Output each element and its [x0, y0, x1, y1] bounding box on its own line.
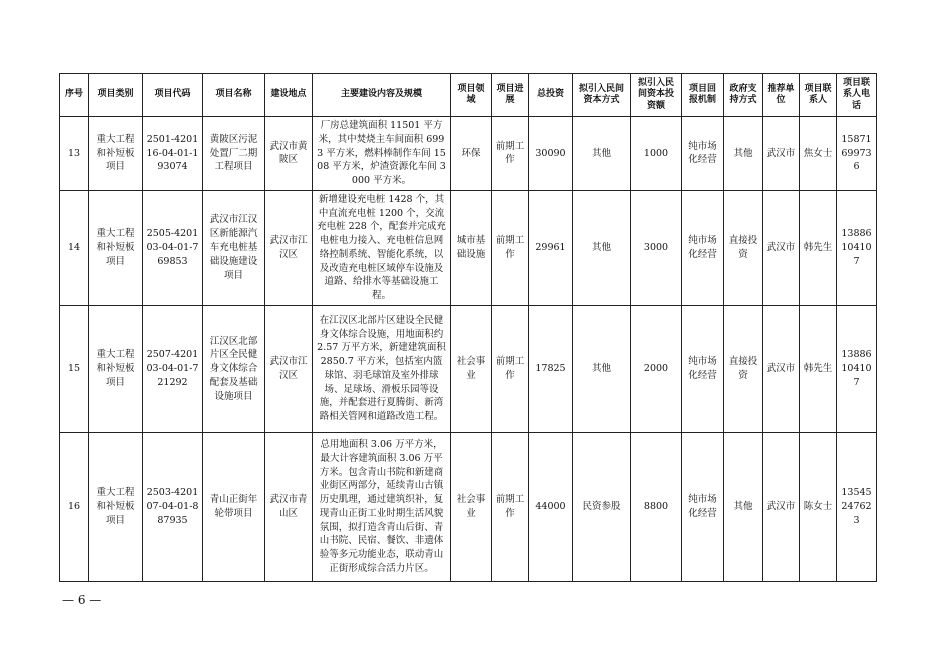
- cell-capital-method: 民资参股: [573, 432, 631, 581]
- cell-phone: 15871699736: [837, 117, 877, 191]
- header-cell: 总投资: [529, 74, 573, 117]
- header-cell: 项目联系人: [800, 74, 837, 117]
- cell-category: 重大工程和补短板项目: [89, 190, 143, 305]
- cell-return: 纯市场化经营: [682, 190, 724, 305]
- cell-progress: 前期工作: [492, 305, 529, 432]
- cell-contact: 韩先生: [800, 305, 837, 432]
- cell-category: 重大工程和补短板项目: [89, 432, 143, 581]
- cell-location: 武汉市江汉区: [265, 190, 313, 305]
- cell-field: 环保: [451, 117, 492, 191]
- cell-category: 重大工程和补短板项目: [89, 117, 143, 191]
- cell-no: 15: [60, 305, 89, 432]
- cell-support: 直接投资: [724, 190, 763, 305]
- cell-no: 16: [60, 432, 89, 581]
- cell-no: 13: [60, 117, 89, 191]
- table-row: [60, 190, 877, 305]
- header-cell: 项目回报机制: [682, 74, 724, 117]
- header-cell: 拟引入民间资本投资额: [631, 74, 682, 117]
- cell-capital-amount: 3000: [631, 190, 682, 305]
- header-cell: 项目领域: [451, 74, 492, 117]
- cell-contact: 陈女士: [800, 432, 837, 581]
- page-number: — 6 —: [62, 593, 102, 607]
- table-row: [60, 432, 877, 581]
- header-cell: 政府支持方式: [724, 74, 763, 117]
- header-cell: 建设地点: [265, 74, 313, 117]
- cell-name: 江汉区北部片区全民健身文体综合配套及基础设施项目: [203, 305, 265, 432]
- cell-location: 武汉市江汉区: [265, 305, 313, 432]
- cell-content: 在江汉区北部片区建设全民健身文体综合设施，用地面积约 2.57 万平方米，新建建筑面积 2850.7 平方米，包括室内篮球馆、羽毛球馆及室外排球场、足球场、滑板乐园等设施，并配套进行夏腾街、新湾路相关管网和道路改造工程。: [313, 305, 451, 432]
- cell-recommender: 武汉市: [763, 117, 800, 191]
- cell-return: 纯市场化经营: [682, 117, 724, 191]
- header-cell: 项目类别: [89, 74, 143, 117]
- cell-content: 总用地面积 3.06 万平方米，最大计容建筑面积 3.06 万平方米。包含青山书院和新建商业街区两部分，延续青山古镇历史肌理，通过建筑织补，复现青山正街工业时期生活风貌氛围，拟打造含青山后街、青山书院、民宿、餐饮、非遗体验等多元功能业态，联动青山正街形成综合活力片区。: [313, 432, 451, 581]
- cell-progress: 前期工作: [492, 190, 529, 305]
- cell-name: 武汉市江汉区新能源汽车充电桩基础设施建设项目: [203, 190, 265, 305]
- header-cell: 主要建设内容及规模: [313, 74, 451, 117]
- table-row: [60, 305, 877, 432]
- cell-investment: 17825: [529, 305, 573, 432]
- cell-support: 直接投资: [724, 305, 763, 432]
- table-row: [60, 117, 877, 191]
- cell-location: 武汉市黄陂区: [265, 117, 313, 191]
- cell-content: 厂房总建筑面积 11501 平方米，其中焚烧主车间面积 6993 平方米，燃料棒制作车间 1508 平方米，炉渣资源化车间 3000 平方米。: [313, 117, 451, 191]
- cell-code: 2505-420103-04-01-769853: [143, 190, 203, 305]
- cell-recommender: 武汉市: [763, 432, 800, 581]
- cell-field: 社会事业: [451, 305, 492, 432]
- cell-contact: 焦女士: [800, 117, 837, 191]
- cell-return: 纯市场化经营: [682, 305, 724, 432]
- cell-code: 2503-420107-04-01-887935: [143, 432, 203, 581]
- cell-name: 黄陂区污泥处置厂二期工程项目: [203, 117, 265, 191]
- cell-field: 社会事业: [451, 432, 492, 581]
- cell-phone: 13886104107: [837, 190, 877, 305]
- header-cell: 项目联系人电话: [837, 74, 877, 117]
- cell-capital-amount: 2000: [631, 305, 682, 432]
- cell-support: 其他: [724, 432, 763, 581]
- cell-phone: 13886104107: [837, 305, 877, 432]
- cell-code: 2501-420116-04-01-193074: [143, 117, 203, 191]
- project-table: [59, 73, 877, 582]
- cell-investment: 30090: [529, 117, 573, 191]
- cell-capital-method: 其他: [573, 305, 631, 432]
- header-cell: 拟引入民间资本方式: [573, 74, 631, 117]
- header-cell: 项目进展: [492, 74, 529, 117]
- cell-no: 14: [60, 190, 89, 305]
- cell-contact: 韩先生: [800, 190, 837, 305]
- cell-capital-method: 其他: [573, 117, 631, 191]
- cell-phone: 13545247623: [837, 432, 877, 581]
- cell-support: 其他: [724, 117, 763, 191]
- cell-name: 青山正街年轮带项目: [203, 432, 265, 581]
- cell-investment: 29961: [529, 190, 573, 305]
- cell-capital-method: 其他: [573, 190, 631, 305]
- cell-code: 2507-420103-04-01-721292: [143, 305, 203, 432]
- header-cell: 推荐单位: [763, 74, 800, 117]
- cell-return: 纯市场化经营: [682, 432, 724, 581]
- header-cell: 项目代码: [143, 74, 203, 117]
- header-cell: 序号: [60, 74, 89, 117]
- cell-recommender: 武汉市: [763, 305, 800, 432]
- cell-field: 城市基础设施: [451, 190, 492, 305]
- cell-progress: 前期工作: [492, 117, 529, 191]
- cell-recommender: 武汉市: [763, 190, 800, 305]
- header-cell: 项目名称: [203, 74, 265, 117]
- cell-investment: 44000: [529, 432, 573, 581]
- cell-progress: 前期工作: [492, 432, 529, 581]
- cell-content: 新增建设充电桩 1428 个，其中直流充电桩 1200 个，交流充电桩 228 个，配套并完成充电桩电力接入、充电桩信息网络控制系统、智能化系统，以及改造充电桩区域停车设施及道路、给排水等基础设施工程。: [313, 190, 451, 305]
- cell-capital-amount: 8800: [631, 432, 682, 581]
- table-header-row: [60, 74, 877, 117]
- cell-location: 武汉市青山区: [265, 432, 313, 581]
- cell-category: 重大工程和补短板项目: [89, 305, 143, 432]
- cell-capital-amount: 1000: [631, 117, 682, 191]
